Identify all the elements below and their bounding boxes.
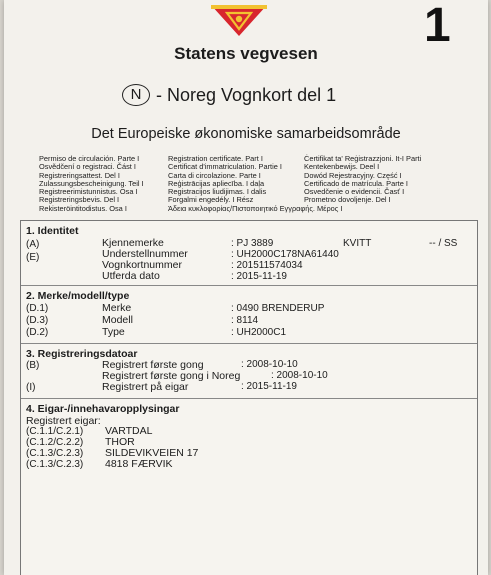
field-label: Understellnummer (102, 248, 188, 260)
field-code: (C.1.3/C.2.3) (26, 459, 84, 470)
certificate-number-value: : 201511574034 (231, 260, 303, 271)
field-label: Merke (102, 302, 132, 314)
details-frame (20, 220, 478, 575)
language-line: Osvědčení o registraci. Část I (39, 162, 136, 172)
identity-section (21, 221, 477, 285)
language-line: Registration certificate. Part I (168, 154, 263, 163)
language-line: Forgalmi engedély. I Rész (168, 195, 254, 205)
country-code-badge: N (122, 84, 150, 106)
language-line: Registreringsattest. Del I (39, 170, 120, 180)
field-label: Registrert første gong i Noreg (102, 370, 241, 382)
language-column-3 (304, 155, 421, 205)
field-code: (D.2) (26, 327, 49, 338)
language-line: Prometno dovoljenje. Del I (304, 195, 391, 205)
language-line: Rekisteröintitodistus. Osa I (39, 203, 127, 213)
field-label: Kjennemerke (102, 237, 164, 249)
language-column-1 (39, 155, 144, 213)
field-code: (B) (26, 360, 40, 371)
plate-type-value: -- / SS (429, 238, 458, 249)
language-line: Carta di circolazione. Parte I (168, 170, 261, 180)
section-title: 2. Merke/modell/type (26, 290, 130, 302)
field-label: Registrert første gong (102, 359, 204, 371)
language-line: Certificat d'immatriculation. Partie I (168, 162, 282, 172)
statens-vegvesen-logo-icon (205, 2, 273, 38)
field-code: (C.1.1/C.2.1) (26, 426, 84, 437)
make-value: : 0490 BRENDERUP (231, 303, 325, 314)
registration-dates-section (21, 343, 477, 399)
field-code: (D.1) (26, 303, 49, 314)
field-code: (E) (26, 252, 40, 263)
field-label: Utferda dato (102, 270, 160, 282)
type-value: : UH2000C1 (231, 327, 287, 338)
language-line: Ċertifikat ta' Reġistrazzjoni. It-I Parti (304, 154, 422, 163)
language-line: Registreerimistunnistus. Osa I (39, 187, 138, 197)
registration-document (4, 0, 488, 575)
field-code: (C.1.3/C.2.3) (26, 448, 84, 459)
owner-section (21, 398, 477, 575)
model-value: : 8114 (231, 315, 259, 326)
owner-postal-value: 4818 FÆRVIK (105, 458, 173, 470)
language-line: Kentekenbewijs. Deel I (304, 162, 380, 172)
document-title-text: - Noreg Vognkort del 1 (156, 84, 337, 105)
owner-subtitle: Registrert eigar: (26, 415, 101, 427)
plate-color-value: KVITT (343, 238, 372, 249)
section-title: 4. Eigar-/innehavaropplysingar (26, 403, 180, 415)
field-label: Vognkortnummer (102, 259, 182, 271)
field-label: Modell (102, 314, 133, 326)
language-line: Dowód Rejestracyjny. Część I (304, 170, 402, 180)
language-line: Άδεια κυκλοφορίας/Πιστοποιητικό Εγγραφής. Μέρος Ι (168, 203, 343, 213)
field-code: (A) (26, 239, 40, 250)
section-title: 3. Registreringsdatoar (26, 348, 138, 360)
language-line: Registreringsbevis. Del I (39, 195, 120, 205)
first-registration-value: : 2008-10-10 (241, 359, 298, 370)
owner-address-value: SILDEVIKVEIEN 17 (105, 447, 199, 459)
field-code: (I) (26, 382, 36, 393)
section-title: 1. Identitet (26, 225, 79, 237)
field-code: (C.1.2/C.2.2) (26, 437, 84, 448)
field-code: (D.3) (26, 315, 49, 326)
agency-name: Statens vegvesen (174, 44, 318, 63)
document-title (122, 84, 336, 106)
chassis-number-value: : UH2000C178NA61440 (231, 249, 339, 260)
issue-date-value: : 2015-11-19 (231, 271, 287, 282)
eea-heading: Det Europeiske økonomiske samarbeidsområde (91, 126, 401, 142)
field-label: Registrert på eigar (102, 381, 189, 393)
owner-registration-value: : 2015-11-19 (241, 381, 297, 392)
language-line: Osvedčenie o evidencii. Časť I (304, 187, 405, 197)
language-line: Permiso de circulación. Parte I (39, 154, 140, 163)
language-line: Certificado de matrícula. Parte I (304, 178, 408, 188)
make-model-section (21, 285, 477, 344)
language-line: Reģistrācijas apliecība. I daļa (168, 178, 265, 188)
first-registration-norway-value: : 2008-10-10 (271, 370, 328, 381)
page-number: 1 (424, 0, 451, 52)
owner-surname-value: VARTDAL (105, 425, 153, 437)
field-label: Type (102, 326, 125, 338)
registration-number-value: : PJ 3889 (231, 238, 274, 249)
language-line: Registracijos liudijimas. I dalis (168, 187, 267, 197)
owner-firstname-value: THOR (105, 436, 135, 448)
language-line: Zulassungsbescheinigung. Teil I (39, 178, 144, 188)
